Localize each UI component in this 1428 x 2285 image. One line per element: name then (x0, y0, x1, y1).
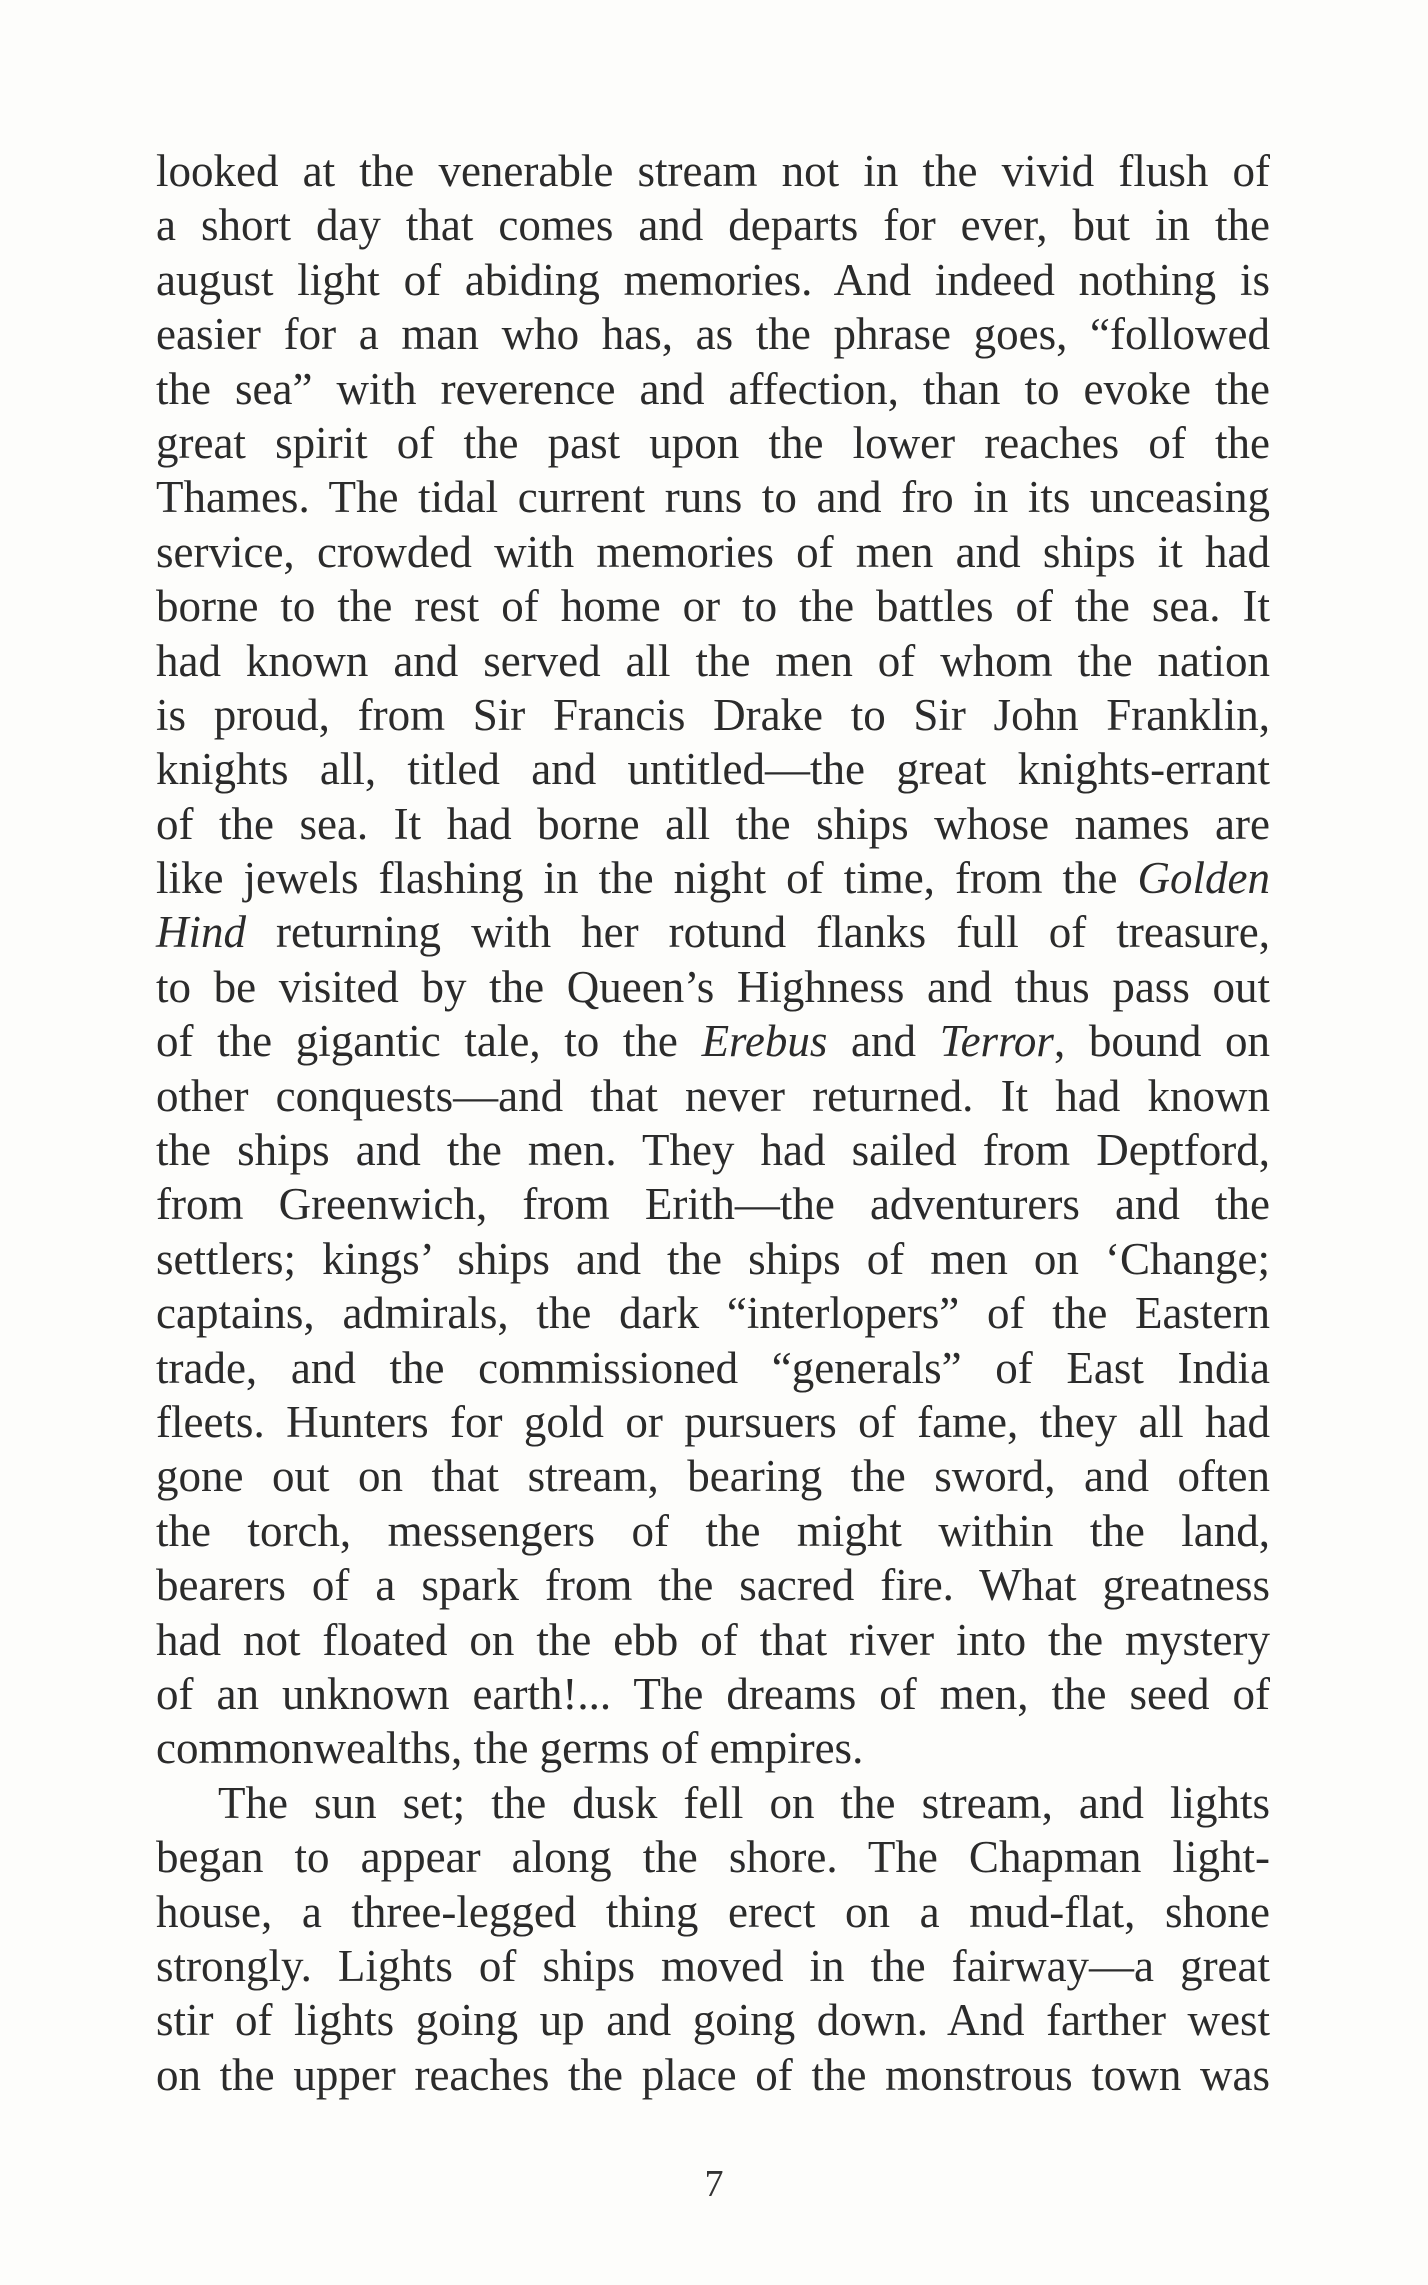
text-line (156, 688, 1270, 742)
text-line (156, 797, 1270, 851)
text-segment: strongly. Lights of ships moved in the fairway—a great (156, 1940, 1270, 1991)
text-segment: of the sea. It had borne all the ships whose names are (156, 798, 1270, 849)
text-line (156, 416, 1270, 470)
text-segment: settlers; kings’ ships and the ships of men on ‘Change; (156, 1233, 1270, 1284)
text-segment: the torch, messengers of the might within the land, (156, 1505, 1270, 1556)
ship-name: Golden (1137, 853, 1270, 904)
text-line (156, 1449, 1270, 1503)
text-line (156, 1069, 1270, 1123)
text-line (156, 1395, 1270, 1449)
ship-name: Hind (156, 907, 246, 958)
text-line (156, 1993, 1270, 2047)
text-line (156, 198, 1270, 252)
text-line (156, 1286, 1270, 1340)
text-line (156, 1177, 1270, 1231)
text-line (156, 470, 1270, 524)
text-line (156, 905, 1270, 959)
text-segment: fleets. Hunters for gold or pursuers of fame, they all had (156, 1396, 1270, 1447)
text-segment: knights all, titled and untitled—the great knights-errant (156, 744, 1270, 795)
text-segment: had not floated on the ebb of that river into the mystery (156, 1614, 1270, 1665)
text-line (156, 634, 1270, 688)
text-segment: commonwealths, the germs of empires. (156, 1723, 864, 1774)
text-segment: returning with her rotund flanks full of treasure, (246, 907, 1270, 958)
text-segment: The sun set; the dusk fell on the stream, and lights (218, 1777, 1270, 1828)
text-line (156, 362, 1270, 416)
text-segment: looked at the venerable stream not in the vivid flush of (156, 146, 1270, 196)
text-line (156, 851, 1270, 905)
text-segment: began to appear along the shore. The Chapman light- (156, 1832, 1270, 1883)
text-segment: of an unknown earth!... The dreams of men, the seed of (156, 1668, 1270, 1719)
text-segment: like jewels flashing in the night of time, from the (156, 853, 1138, 904)
text-line (156, 1504, 1270, 1558)
text-line (156, 960, 1270, 1014)
text-line (156, 579, 1270, 633)
text-segment: a short day that comes and departs for ever, but in the (156, 200, 1270, 251)
text-segment: of the gigantic tale, to the (156, 1016, 702, 1067)
text-line (156, 1558, 1270, 1612)
text-segment: , bound on (1053, 1016, 1271, 1067)
text-line (156, 1667, 1270, 1721)
ship-name: Erebus (701, 1016, 828, 1067)
body-text (156, 144, 1270, 2102)
text-line (156, 1014, 1270, 1068)
text-segment: easier for a man who has, as the phrase goes, “followed (156, 309, 1270, 360)
text-segment: august light of abiding memories. And indeed nothing is (156, 254, 1270, 305)
text-line (156, 1123, 1270, 1177)
text-segment: to be visited by the Queen’s Highness and thus pass out (156, 961, 1270, 1012)
text-line (156, 2048, 1270, 2102)
text-segment: on the upper reaches the place of the monstrous town was (156, 2049, 1270, 2100)
text-line (156, 1939, 1270, 1993)
text-segment: captains, admirals, the dark “interlopers” of the Eastern (156, 1288, 1270, 1339)
text-segment: is proud, from Sir Francis Drake to Sir John Franklin, (156, 689, 1270, 740)
text-segment: other conquests—and that never returned. It had known (156, 1070, 1270, 1121)
text-segment: borne to the rest of home or to the battles of the sea. It (156, 581, 1270, 632)
text-segment: gone out on that stream, bearing the sword, and often (156, 1451, 1270, 1502)
text-line (156, 253, 1270, 307)
text-line (156, 1721, 1270, 1775)
text-line (156, 1232, 1270, 1286)
page-number: 7 (704, 2163, 724, 2205)
text-segment: and (827, 1016, 940, 1067)
text-line (156, 144, 1270, 198)
text-segment: the sea” with reverence and affection, than to evoke the (156, 363, 1270, 414)
paragraph (156, 1776, 1270, 2102)
text-segment: trade, and the commissioned “generals” of East India (156, 1342, 1270, 1393)
text-segment: the ships and the men. They had sailed from Deptford, (156, 1125, 1270, 1176)
text-line (156, 1341, 1270, 1395)
text-segment: house, a three-legged thing erect on a mud-flat, shone (156, 1886, 1270, 1937)
text-line (156, 1613, 1270, 1667)
text-segment: Thames. The tidal current runs to and fro in its unceasing (156, 472, 1270, 523)
text-segment: great spirit of the past upon the lower reaches of the (156, 417, 1270, 468)
text-line (156, 1885, 1270, 1939)
ship-name: Terror (939, 1016, 1054, 1067)
text-segment: service, crowded with memories of men and ships it had (156, 526, 1270, 577)
text-segment: stir of lights going up and going down. And farther west (156, 1995, 1270, 2046)
text-line (156, 1776, 1270, 1830)
text-line (156, 307, 1270, 361)
text-line (156, 1830, 1270, 1884)
text-line (156, 742, 1270, 796)
text-segment: had known and served all the men of whom the nation (156, 635, 1270, 686)
text-segment: bearers of a spark from the sacred fire. What greatness (156, 1560, 1270, 1611)
text-segment: from Greenwich, from Erith—the adventurers and the (156, 1179, 1270, 1230)
text-line (156, 525, 1270, 579)
paragraph (156, 144, 1270, 1776)
